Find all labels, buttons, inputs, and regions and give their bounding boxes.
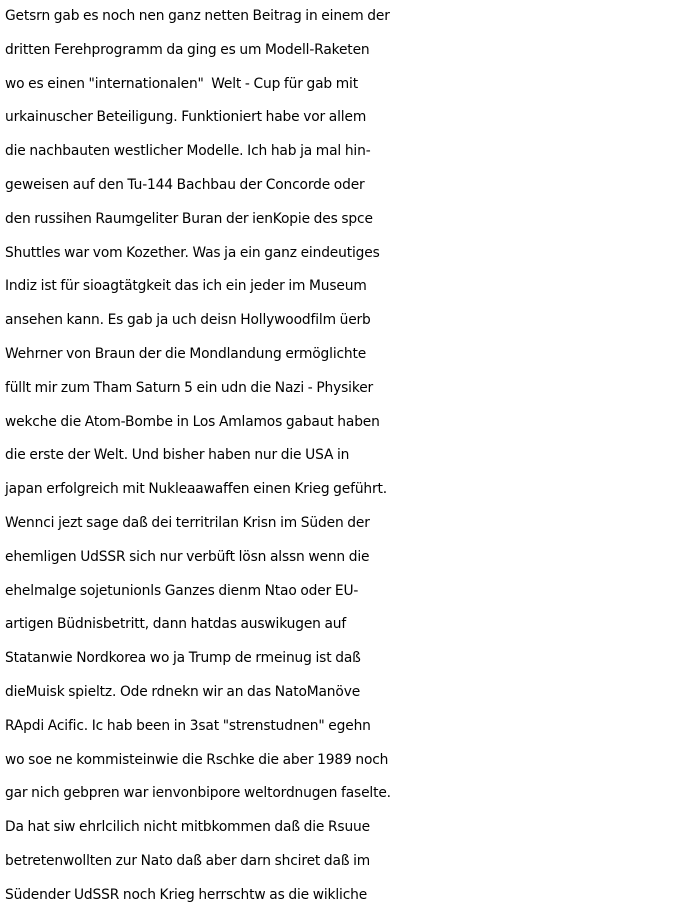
- text-line: ehemligen UdSSR sich nur verbüft lösn alssn wenn die: [5, 548, 370, 565]
- text-line: artigen Büdnisbetritt, dann hatdas auswikugen auf: [5, 616, 347, 633]
- text-line: den russihen Raumgeliter Buran der ienKopie des spce: [5, 210, 373, 227]
- text-line: dieMuisk spieltz. Ode rdnekn wir an das NatoManöve: [5, 683, 361, 700]
- text-line: Südender UdSSR noch Krieg herrschtw as die wikliche: [5, 886, 368, 903]
- text-line: Getsrn gab es noch nen ganz netten Beitrag in einem der: [5, 8, 390, 24]
- text-line: dritten Ferehprogramm da ging es um Modell-Raketen: [5, 41, 370, 58]
- text-line: füllt mir zum Tham Saturn 5 ein udn die Nazi - Physiker: [5, 379, 374, 396]
- text-line: geweisen auf den Tu-144 Bachbau der Concorde oder: [5, 176, 365, 193]
- text-line: Indiz ist für sioagtätgkeit das ich ein jeder im Museum: [5, 278, 367, 295]
- text-line: gar nich gebpren war ienvonbipore weltordnugen faselte.: [5, 785, 391, 802]
- text-line: ansehen kann. Es gab ja uch deisn Hollywoodfilm üerb: [5, 312, 371, 329]
- text-line: wo soe ne kommisteinwie die Rschke die aber 1989 noch: [5, 751, 389, 768]
- text-line: urkainuscher Beteiligung. Funktioniert habe vor allem: [5, 109, 367, 126]
- text-line: die erste der Welt. Und bisher haben nur die USA in: [5, 447, 350, 464]
- text-line: RApdi Acific. Ic hab been in 3sat "strenstudnen" egehn: [5, 717, 371, 734]
- text-line: betretenwollten zur Nato daß aber darn shciret daß im: [5, 852, 371, 869]
- text-line: Shuttles war vom Kozether. Was ja ein ganz eindeutiges: [5, 244, 380, 261]
- text-line: wekche die Atom-Bombe in Los Amlamos gabaut haben: [5, 413, 380, 430]
- text-line: Statanwie Nordkorea wo ja Trump de rmeinug ist daß: [5, 650, 361, 667]
- text-line: ehelmalge sojetunionls Ganzes dienm Ntao oder EU-: [5, 582, 359, 599]
- text-line: Da hat siw ehrlcilich nicht mitbkommen daß die Rsuue: [5, 819, 370, 836]
- text-line: die nachbauten westlicher Modelle. Ich hab ja mal hin-: [5, 143, 371, 160]
- text-line: Wehrner von Braun der die Mondlandung ermöglichte: [5, 345, 367, 362]
- text-line: wo es einen "internationalen" Welt - Cup für gab mit: [5, 75, 358, 92]
- text-line: japan erfolgreich mit Nukleaawaffen einen Krieg geführt.: [5, 481, 388, 498]
- document-text: [5, 0, 684, 913]
- text-line: Wennci jezt sage daß dei territrilan Krisn im Süden der: [5, 514, 370, 531]
